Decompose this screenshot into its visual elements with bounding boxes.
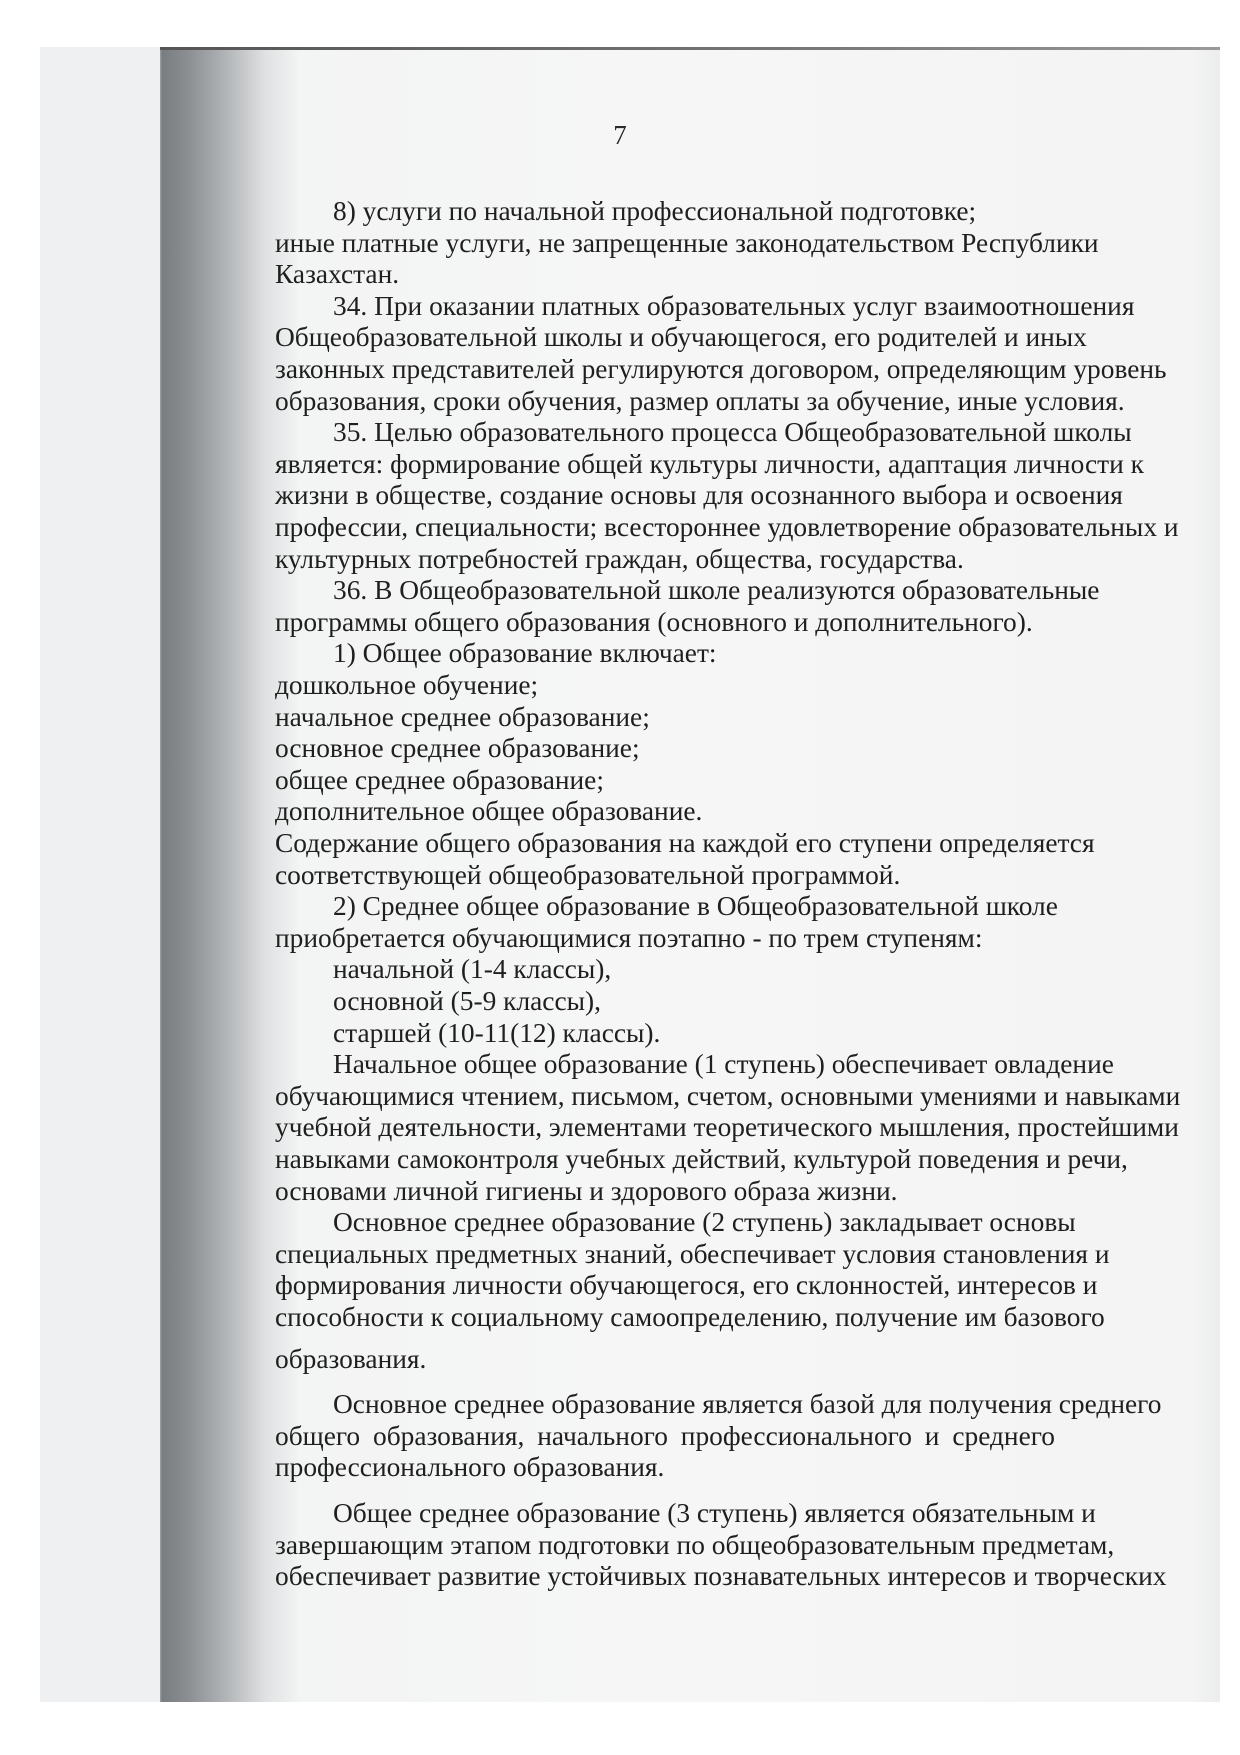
text-line: обеспечивает развитие устойчивых познавательных интересов и творческих (275, 1561, 1167, 1592)
text-line: общего образования, начального профессионального и среднего (275, 1420, 1055, 1451)
text-line: Основное среднее образование (2 ступень) закладывает основы (333, 1207, 1076, 1238)
previous-page-edge (40, 47, 160, 1702)
text-line: основной (5-9 классы), (333, 986, 601, 1016)
text-line: приобретается обучающимися поэтапно - по трем ступеням: (275, 922, 983, 953)
text-line: 35. Целью образовательного процесса Общеобразовательной школы (333, 417, 1132, 448)
text-line: профессионального образования. (275, 1452, 665, 1483)
text-line: Основное среднее образование является базой для получения среднего (333, 1389, 1162, 1420)
text-line: 8) услуги по начальной профессиональной подготовке; (333, 196, 977, 226)
text-line: основами личной гигиены и здорового образа жизни. (275, 1175, 898, 1206)
text-line: 2) Среднее общее образование в Общеобразовательной школе (333, 891, 1058, 922)
text-line: Содержание общего образования на каждой его ступени определяется (275, 828, 1095, 858)
text-line: учебной деятельности, элементами теоретического мышления, простейшими (275, 1112, 1179, 1143)
text-line: культурных потребностей граждан, общества, государства. (275, 543, 964, 574)
text-line: общее среднее образование; (275, 764, 604, 795)
text-line: программы общего образования (основного и дополнительного). (275, 606, 1033, 637)
text-line: Казахстан. (275, 259, 400, 290)
text-line: иные платные услуги, не запрещенные законодательством Республики (275, 227, 1099, 258)
text-line: Общее среднее образование (3 ступень) является обязательным и (333, 1498, 1096, 1528)
text-line: основное среднее образование; (275, 733, 640, 764)
text-line: начальной (1-4 классы), (333, 954, 612, 985)
text-line: дополнительное общее образование. (275, 796, 703, 827)
text-line: соответствующей общеобразовательной программой. (275, 859, 901, 890)
text-line: образования, сроки обучения, размер оплаты за обучение, иные условия. (275, 385, 1125, 416)
text-line: профессии, специальности; всестороннее удовлетворение образовательных и (275, 512, 1179, 542)
page-top-edge (160, 47, 1220, 50)
text-line: начальное среднее образование; (275, 701, 650, 732)
text-line: навыками самоконтроля учебных действий, культурой поведения и речи, (275, 1144, 1128, 1174)
text-line: 36. В Общеобразовательной школе реализуются образовательные (333, 575, 1100, 606)
text-line: Общеобразовательной школы и обучающегося, его родителей и иных (275, 322, 1087, 353)
text-line: обучающимися чтением, письмом, счетом, основными умениями и навыками (275, 1080, 1181, 1111)
page-number: 7 (613, 120, 627, 150)
text-line: жизни в обществе, создание основы для осознанного выбора и освоения (275, 480, 1123, 511)
text-line: образования. (275, 1343, 427, 1374)
text-line: 1) Общее образование включает: (333, 638, 717, 669)
text-line: 34. При оказании платных образовательных услуг взаимоотношения (333, 290, 1135, 321)
text-line: законных представителей регулируются договором, определяющим уровень (275, 354, 1167, 384)
text-line: дошкольное обучение; (275, 670, 539, 700)
text-line: Начальное общее образование (1 ступень) обеспечивает овладение (333, 1049, 1114, 1080)
text-line: формирования личности обучающегося, его склонностей, интересов и (275, 1270, 1098, 1301)
text-line: завершающим этапом подготовки по общеобразовательным предметам, (275, 1529, 1115, 1560)
text-line: специальных предметных знаний, обеспечивает условия становления и (275, 1238, 1110, 1269)
text-line: способности к социальному самоопределению, получение им базового (275, 1302, 1105, 1332)
text-line: является: формирование общей культуры личности, адаптация личности к (275, 448, 1144, 479)
text-line: старшей (10-11(12) классы). (333, 1017, 661, 1048)
